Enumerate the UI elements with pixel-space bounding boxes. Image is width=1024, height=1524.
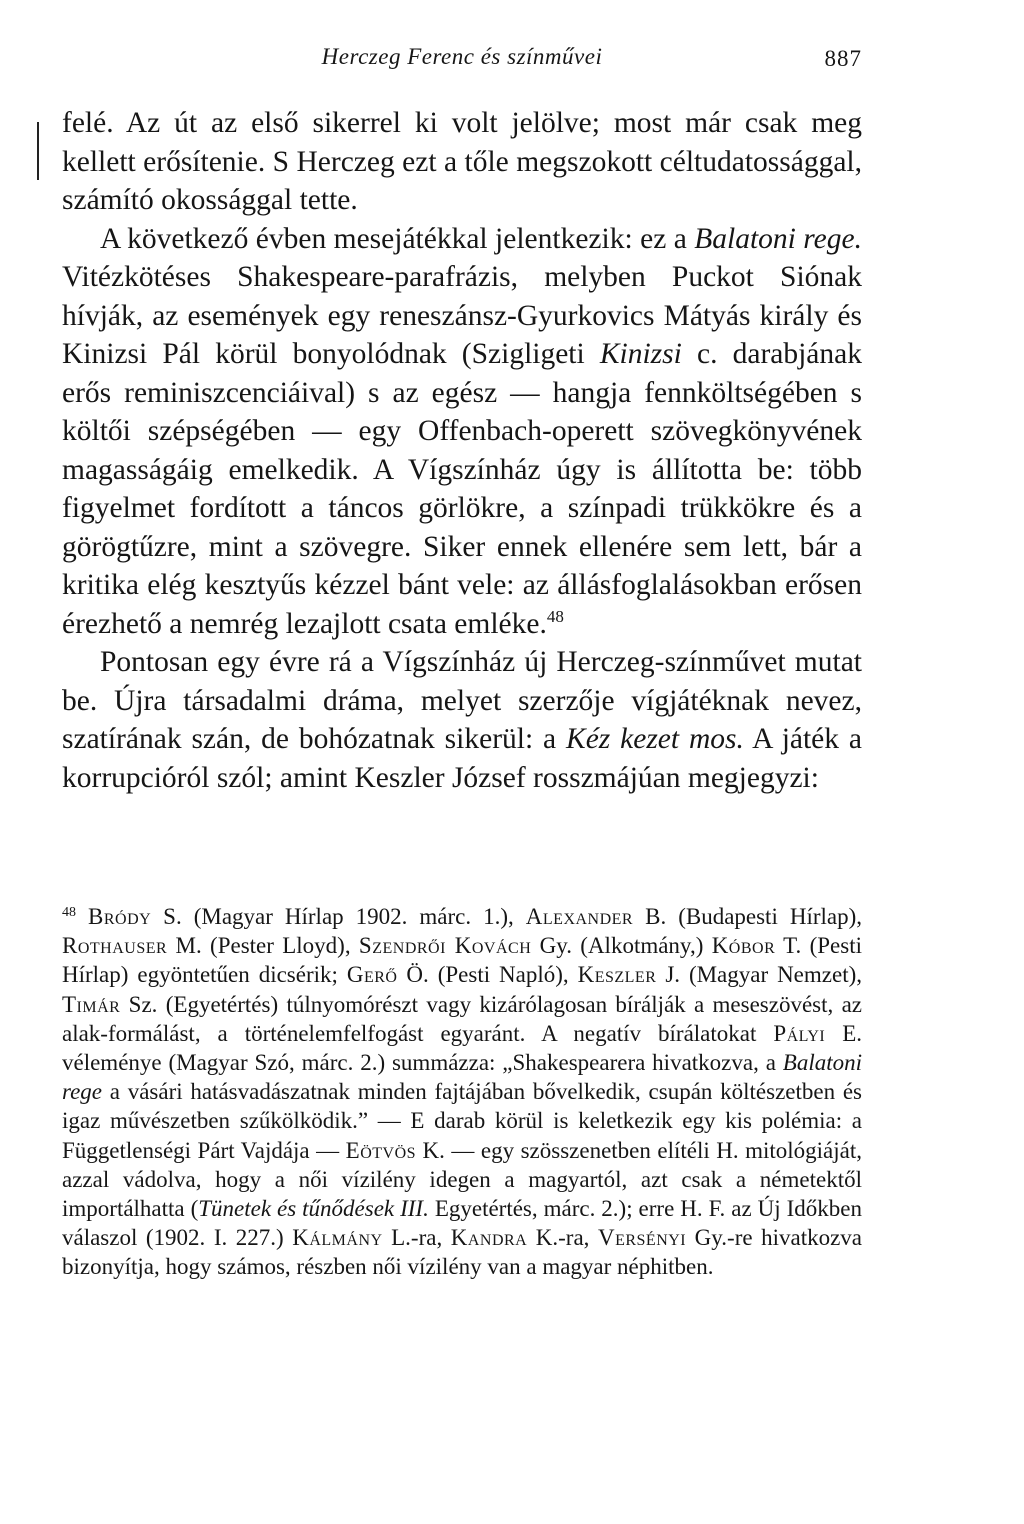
main-text [62,104,862,797]
page-number: 887 [824,46,862,71]
running-header [62,44,862,80]
fn-name: Pályi [773,1020,826,1046]
play-title-kez-kezet-mos: Kéz kezet mos. [566,723,744,755]
footnote-48 [62,898,862,1282]
fn-name: Szendrői Kovách [358,933,532,959]
paragraph-1-text: felé. Az út az első sikerrel ki volt jelölve; most már csak meg kellett erősítenie. S Herczeg ezt a tőle megszokott céltudatossággal, számító okossággal tette. [62,107,862,216]
play-title-balatoni-rege: Balatoni rege. [694,222,862,255]
fn-text [76,904,88,929]
fn-name: Bródy [88,904,152,929]
fn-name: Kóbor [711,933,776,959]
fn-name: Alexander [525,904,634,929]
margin-line-mark [37,122,39,180]
fn-name: Keszler [577,962,657,988]
fn-text: K. — egy szösszenetben elítéli H. mitológiáját, azzal vádolva, hogy a női vízilény idegen a magyartól, azt csak a németektől importálhatta ( [62,1137,862,1222]
footnotes [62,898,862,1282]
fn-text: Ö. (Pesti Napló), [397,962,578,988]
fn-title: Tünetek és tűnődések III. [198,1196,429,1222]
fn-name: Kandra [450,1225,528,1251]
fn-name: Timár [62,991,121,1017]
paragraph-2-text-e: c. darabjának erős reminiszcenciáival) s az egész — hangja fennköltségében s költői szépségében — egy Offenbach-operett szövegkönyvének magasságáig emelkedik. A Vígszínház úgy is állította be: több figyelmet fordított a táncos görlökre, a színpadi trükkökre és a görögtűzre, mint a szövegre. Siker ennek ellenére sem lett, bár a kritika elég kesztyűs kézzel bánt vele: az állásfoglalásokban erősen érezhető a nemrég lezajlott csata emléke. [62,338,862,640]
fn-text: Egyetértés, márc. 2.); erre H. F. az Új Időkben válaszol (1902. I. 227.) [62,1196,862,1251]
fn-text: S. (Magyar Hírlap 1902. márc. 1.), [151,904,526,929]
fn-name: Versényi [597,1225,687,1251]
fn-title: Balatoni rege [62,1050,862,1105]
paragraph-2-text-a: A következő évben mesejátékkal jelentkezik: ez a [100,222,695,255]
fn-name: Kálmány [292,1225,383,1251]
fn-text: Sz. (Egyetértés) túlnyomórészt vagy kizárólagosan bírálják a meseszövést, az alak-formálást, a történelemfelfogást egyaránt. A negatív bírálatokat [62,991,862,1046]
fn-text: L.-ra, [382,1225,451,1251]
fn-text: Gy. (Alkotmány,) [531,933,712,959]
paragraph-1 [62,104,862,220]
fn-text: B. (Budapesti Hírlap), [633,904,863,929]
fn-text: K.-ra, [527,1225,598,1251]
fn-name: Gerő [346,962,398,988]
paragraph-2-text-c: Vitézkötéses Shakespeare-parafrázis, melyben Puckot Siónak hívják, az események egy reneszánsz-Gyurkovics Mátyás király és Kinizsi Pál körül bonyolódnak (Szigligeti [62,261,862,370]
fn-name: Rothauser [62,933,168,959]
play-title-kinizsi: Kinizsi [599,338,682,370]
footnote-marker: 48 [62,905,76,920]
fn-text: Gy.-re hivatkozva bizonyítja, hogy számos, részben női vízilény van a magyar néphitben. [62,1225,863,1280]
fn-text: M. (Pester Lloyd), [167,933,359,959]
fn-text: T. (Pesti Hírlap) egyöntetűen dicsérik; [62,933,862,988]
paragraph-2 [62,220,862,644]
fn-name: Eötvös [345,1137,417,1163]
fn-text: E. véleménye (Magyar Szó, márc. 2.) summázza: „Shakespearera hivatkozva, a [62,1020,862,1076]
paragraph-3-text-a: Pontosan egy évre rá a Vígszínház új Herczeg-színművet mutat be. Újra társadalmi dráma, melyet szerzője vígjátéknak nevez, szatírának szán, de bohózatnak sikerül: a [62,646,862,755]
paragraph-3-text-c: A játék a korrupcióról szól; amint Keszler József rosszmájúan megjegyzi: [62,723,862,794]
paragraph-3 [62,643,862,797]
fn-text: J. (Magyar Nemzet), [656,962,862,988]
running-title: Herczeg Ferenc és színművei [321,44,603,69]
fn-text: a vásári hatásvadászatnak minden fajtájában bővelkedik, csupán költészetben és igaz művészetben szűkölködik.” — E darab körül is keletkezik egy kis polémia: a Függetlenségi Párt Vajdája — [62,1079,862,1163]
footnote-reference: 48 [546,606,564,626]
